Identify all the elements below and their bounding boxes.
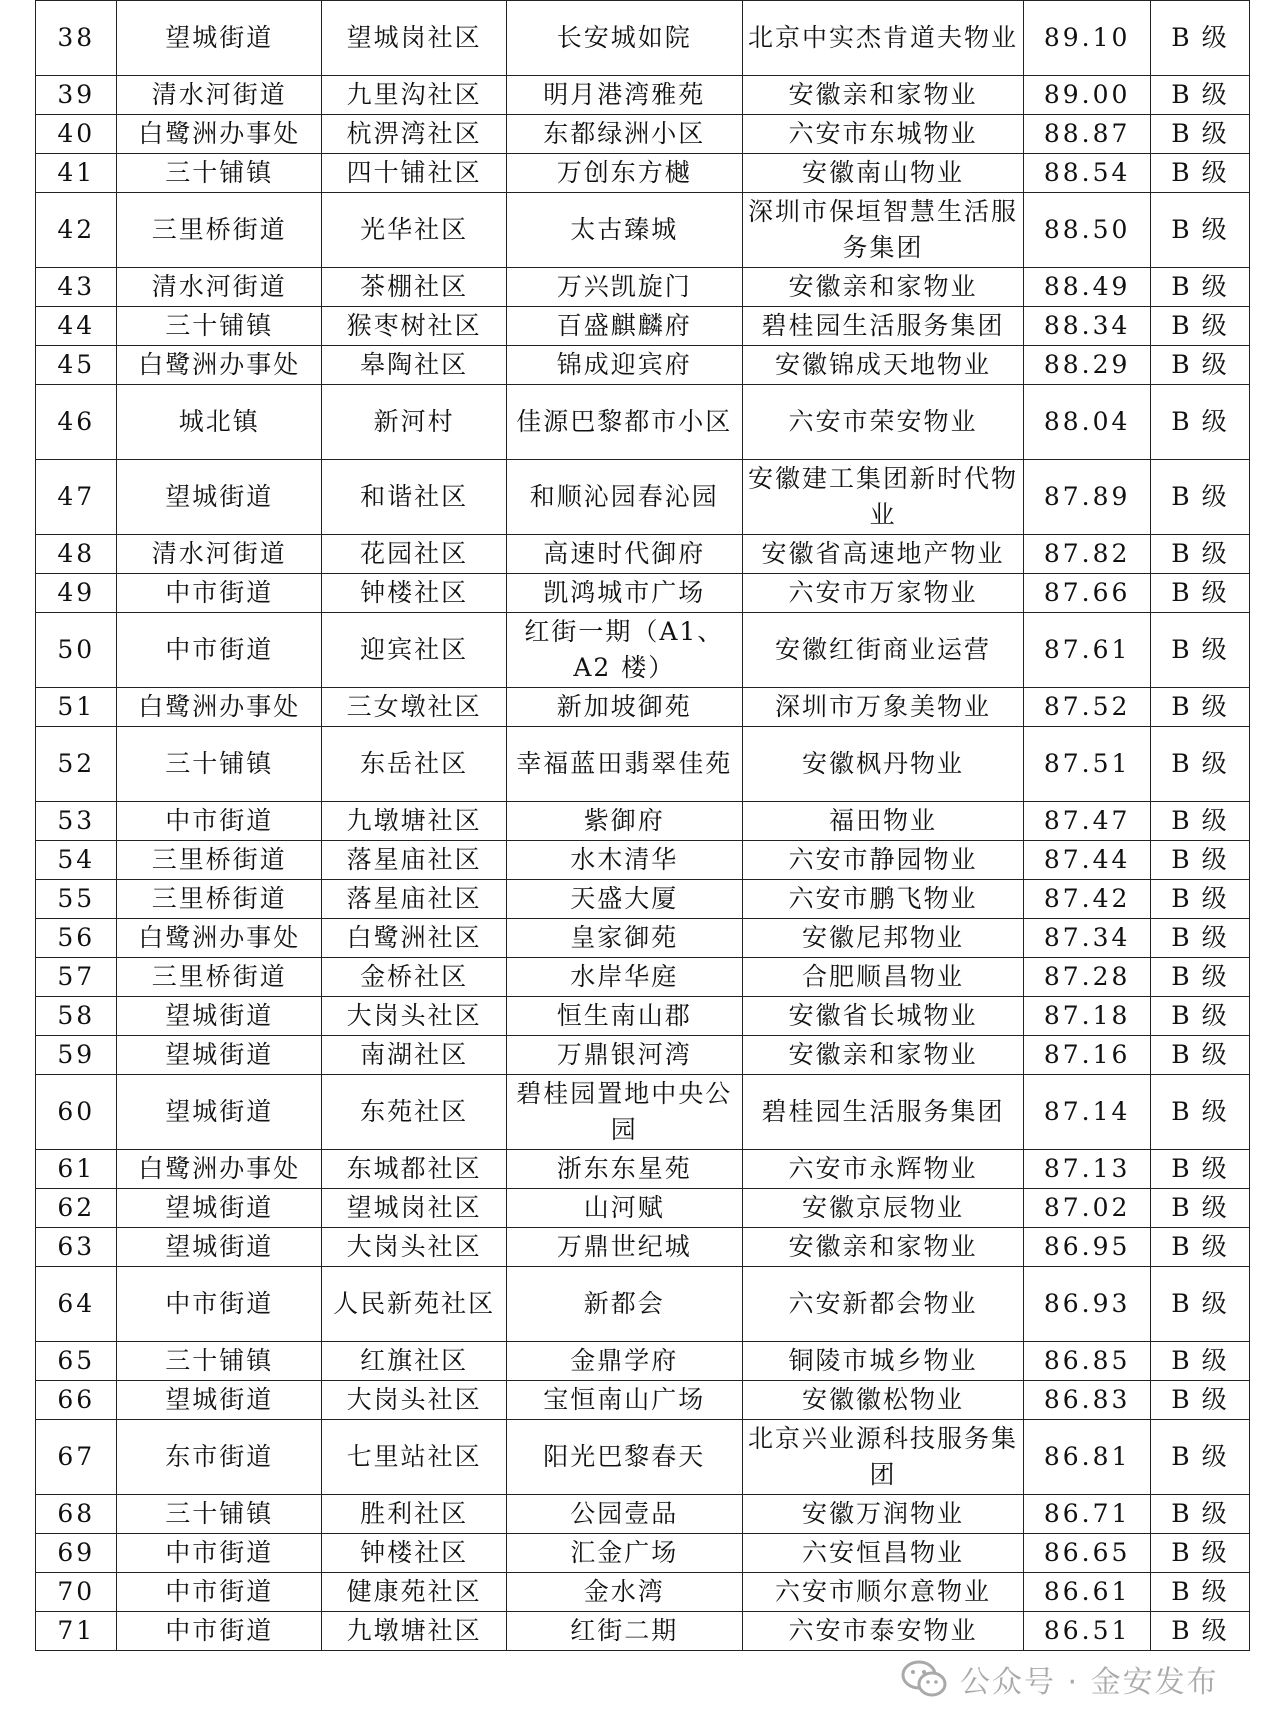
table-row: [36, 1534, 1250, 1573]
cell-level: B 级: [1150, 1420, 1249, 1495]
cell-level: B 级: [1150, 802, 1249, 841]
table-row: [36, 1267, 1250, 1342]
cell-score: 87.34: [1024, 919, 1151, 958]
cell-level: B 级: [1150, 1075, 1249, 1150]
cell-street: 中市街道: [117, 1267, 322, 1342]
cell-street: 三里桥街道: [117, 841, 322, 880]
cell-street: 中市街道: [117, 1534, 322, 1573]
cell-street: 三十铺镇: [117, 1342, 322, 1381]
cell-community: 落星庙社区: [322, 880, 507, 919]
cell-street: 三里桥街道: [117, 958, 322, 997]
cell-company: 六安市荣安物业: [742, 385, 1024, 460]
cell-street: 中市街道: [117, 1612, 322, 1651]
cell-company: 安徽徽松物业: [742, 1381, 1024, 1420]
cell-level: B 级: [1150, 958, 1249, 997]
table-row: [36, 1, 1250, 76]
cell-project: 东都绿洲小区: [507, 115, 743, 154]
cell-project: 金水湾: [507, 1573, 743, 1612]
cell-street: 望城街道: [117, 1228, 322, 1267]
watermark: [900, 1655, 1250, 1703]
cell-company: 铜陵市城乡物业: [742, 1342, 1024, 1381]
cell-level: B 级: [1150, 154, 1249, 193]
cell-score: 86.83: [1024, 1381, 1151, 1420]
cell-company: 六安市永辉物业: [742, 1150, 1024, 1189]
cell-community: 猴枣树社区: [322, 307, 507, 346]
cell-community: 人民新苑社区: [322, 1267, 507, 1342]
cell-score: 87.13: [1024, 1150, 1151, 1189]
cell-project: 和顺沁园春沁园: [507, 460, 743, 535]
cell-community: 白鹭洲社区: [322, 919, 507, 958]
cell-level: B 级: [1150, 1, 1249, 76]
cell-company: 六安新都会物业: [742, 1267, 1024, 1342]
cell-project: 明月港湾雅苑: [507, 76, 743, 115]
cell-level: B 级: [1150, 115, 1249, 154]
cell-company: 安徽红街商业运营: [742, 613, 1024, 688]
cell-level: B 级: [1150, 1495, 1249, 1534]
cell-score: 87.18: [1024, 997, 1151, 1036]
cell-no: 53: [36, 802, 117, 841]
cell-level: B 级: [1150, 727, 1249, 802]
cell-community: 新河村: [322, 385, 507, 460]
cell-company: 六安市顺尔意物业: [742, 1573, 1024, 1612]
cell-project: 幸福蓝田翡翠佳苑: [507, 727, 743, 802]
cell-street: 白鹭洲办事处: [117, 1150, 322, 1189]
cell-project: 公园壹品: [507, 1495, 743, 1534]
cell-no: 69: [36, 1534, 117, 1573]
cell-no: 68: [36, 1495, 117, 1534]
cell-community: 九里沟社区: [322, 76, 507, 115]
table-row: [36, 574, 1250, 613]
table-row: [36, 154, 1250, 193]
cell-street: 三十铺镇: [117, 1495, 322, 1534]
cell-community: 光华社区: [322, 193, 507, 268]
cell-community: 大岗头社区: [322, 1228, 507, 1267]
cell-community: 健康苑社区: [322, 1573, 507, 1612]
cell-project: 锦成迎宾府: [507, 346, 743, 385]
cell-score: 87.82: [1024, 535, 1151, 574]
cell-company: 碧桂园生活服务集团: [742, 1075, 1024, 1150]
cell-no: 65: [36, 1342, 117, 1381]
cell-project: 水岸华庭: [507, 958, 743, 997]
cell-score: 88.29: [1024, 346, 1151, 385]
cell-no: 67: [36, 1420, 117, 1495]
cell-level: B 级: [1150, 307, 1249, 346]
cell-score: 86.95: [1024, 1228, 1151, 1267]
cell-community: 九墩塘社区: [322, 1612, 507, 1651]
cell-no: 60: [36, 1075, 117, 1150]
cell-company: 安徽京辰物业: [742, 1189, 1024, 1228]
table-row: [36, 880, 1250, 919]
cell-community: 七里站社区: [322, 1420, 507, 1495]
cell-score: 88.50: [1024, 193, 1151, 268]
cell-level: B 级: [1150, 346, 1249, 385]
cell-level: B 级: [1150, 1534, 1249, 1573]
cell-company: 北京中实杰肯道夫物业: [742, 1, 1024, 76]
cell-level: B 级: [1150, 385, 1249, 460]
cell-company: 六安市鹏飞物业: [742, 880, 1024, 919]
cell-no: 54: [36, 841, 117, 880]
cell-street: 东市街道: [117, 1420, 322, 1495]
cell-street: 白鹭洲办事处: [117, 919, 322, 958]
cell-level: B 级: [1150, 613, 1249, 688]
cell-no: 70: [36, 1573, 117, 1612]
cell-community: 大岗头社区: [322, 997, 507, 1036]
cell-street: 清水河街道: [117, 76, 322, 115]
cell-company: 六安市万家物业: [742, 574, 1024, 613]
cell-street: 三里桥街道: [117, 880, 322, 919]
cell-project: 水木清华: [507, 841, 743, 880]
table-row: [36, 535, 1250, 574]
cell-level: B 级: [1150, 535, 1249, 574]
table-row: [36, 688, 1250, 727]
table-row: [36, 613, 1250, 688]
cell-score: 86.85: [1024, 1342, 1151, 1381]
cell-score: 87.44: [1024, 841, 1151, 880]
cell-street: 城北镇: [117, 385, 322, 460]
cell-community: 钟楼社区: [322, 1534, 507, 1573]
cell-level: B 级: [1150, 1381, 1249, 1420]
cell-score: 87.16: [1024, 1036, 1151, 1075]
cell-street: 白鹭洲办事处: [117, 346, 322, 385]
wechat-icon: [900, 1659, 950, 1699]
cell-company: 深圳市万象美物业: [742, 688, 1024, 727]
cell-street: 中市街道: [117, 574, 322, 613]
cell-project: 阳光巴黎春天: [507, 1420, 743, 1495]
rating-table: [35, 0, 1250, 1651]
cell-company: 碧桂园生活服务集团: [742, 307, 1024, 346]
cell-score: 86.61: [1024, 1573, 1151, 1612]
table-row: [36, 1573, 1250, 1612]
cell-project: 紫御府: [507, 802, 743, 841]
table-row: [36, 1612, 1250, 1651]
cell-no: 39: [36, 76, 117, 115]
table-row: [36, 268, 1250, 307]
cell-score: 86.93: [1024, 1267, 1151, 1342]
cell-project: 太古臻城: [507, 193, 743, 268]
cell-level: B 级: [1150, 193, 1249, 268]
cell-score: 86.71: [1024, 1495, 1151, 1534]
cell-project: 碧桂园置地中央公园: [507, 1075, 743, 1150]
cell-street: 三十铺镇: [117, 307, 322, 346]
cell-street: 中市街道: [117, 613, 322, 688]
cell-score: 87.42: [1024, 880, 1151, 919]
table-body: [36, 1, 1250, 1651]
cell-score: 87.02: [1024, 1189, 1151, 1228]
cell-no: 62: [36, 1189, 117, 1228]
cell-community: 皋陶社区: [322, 346, 507, 385]
cell-street: 望城街道: [117, 460, 322, 535]
cell-community: 钟楼社区: [322, 574, 507, 613]
cell-no: 64: [36, 1267, 117, 1342]
cell-level: B 级: [1150, 1573, 1249, 1612]
cell-project: 万创东方樾: [507, 154, 743, 193]
cell-company: 深圳市保垣智慧生活服务集团: [742, 193, 1024, 268]
cell-level: B 级: [1150, 1150, 1249, 1189]
cell-project: 百盛麒麟府: [507, 307, 743, 346]
table-row: [36, 1228, 1250, 1267]
cell-street: 三十铺镇: [117, 727, 322, 802]
cell-company: 安徽枫丹物业: [742, 727, 1024, 802]
cell-community: 大岗头社区: [322, 1381, 507, 1420]
table-row: [36, 346, 1250, 385]
cell-company: 六安恒昌物业: [742, 1534, 1024, 1573]
cell-no: 59: [36, 1036, 117, 1075]
cell-company: 安徽建工集团新时代物业: [742, 460, 1024, 535]
table-row: [36, 1150, 1250, 1189]
cell-project: 佳源巴黎都市小区: [507, 385, 743, 460]
cell-level: B 级: [1150, 1342, 1249, 1381]
cell-level: B 级: [1150, 1267, 1249, 1342]
cell-no: 44: [36, 307, 117, 346]
cell-community: 三女墩社区: [322, 688, 507, 727]
cell-community: 南湖社区: [322, 1036, 507, 1075]
cell-company: 安徽南山物业: [742, 154, 1024, 193]
cell-project: 万兴凯旋门: [507, 268, 743, 307]
cell-score: 87.28: [1024, 958, 1151, 997]
cell-no: 56: [36, 919, 117, 958]
table-row: [36, 1381, 1250, 1420]
cell-level: B 级: [1150, 460, 1249, 535]
cell-level: B 级: [1150, 880, 1249, 919]
table-row: [36, 1420, 1250, 1495]
table-row: [36, 115, 1250, 154]
table-row: [36, 958, 1250, 997]
cell-street: 望城街道: [117, 1036, 322, 1075]
cell-street: 白鹭洲办事处: [117, 688, 322, 727]
cell-score: 87.89: [1024, 460, 1151, 535]
cell-company: 安徽亲和家物业: [742, 1228, 1024, 1267]
cell-community: 胜利社区: [322, 1495, 507, 1534]
cell-score: 88.87: [1024, 115, 1151, 154]
table-row: [36, 1036, 1250, 1075]
cell-project: 凯鸿城市广场: [507, 574, 743, 613]
cell-score: 89.10: [1024, 1, 1151, 76]
cell-project: 红街二期: [507, 1612, 743, 1651]
cell-no: 46: [36, 385, 117, 460]
cell-score: 89.00: [1024, 76, 1151, 115]
cell-project: 恒生南山郡: [507, 997, 743, 1036]
cell-project: 宝恒南山广场: [507, 1381, 743, 1420]
cell-project: 皇家御苑: [507, 919, 743, 958]
table-row: [36, 193, 1250, 268]
cell-score: 86.51: [1024, 1612, 1151, 1651]
table-row: [36, 307, 1250, 346]
table-row: [36, 76, 1250, 115]
cell-no: 43: [36, 268, 117, 307]
cell-company: 安徽亲和家物业: [742, 1036, 1024, 1075]
cell-score: 86.81: [1024, 1420, 1151, 1495]
cell-project: 红街一期（A1、A2 楼）: [507, 613, 743, 688]
cell-project: 山河赋: [507, 1189, 743, 1228]
cell-street: 清水河街道: [117, 535, 322, 574]
cell-company: 安徽省高速地产物业: [742, 535, 1024, 574]
cell-community: 望城岗社区: [322, 1189, 507, 1228]
table-row: [36, 1189, 1250, 1228]
cell-no: 66: [36, 1381, 117, 1420]
cell-no: 48: [36, 535, 117, 574]
table-row: [36, 1075, 1250, 1150]
cell-project: 汇金广场: [507, 1534, 743, 1573]
cell-level: B 级: [1150, 1189, 1249, 1228]
cell-community: 茶棚社区: [322, 268, 507, 307]
cell-level: B 级: [1150, 997, 1249, 1036]
cell-level: B 级: [1150, 268, 1249, 307]
cell-street: 望城街道: [117, 1075, 322, 1150]
cell-community: 九墩塘社区: [322, 802, 507, 841]
cell-company: 安徽锦成天地物业: [742, 346, 1024, 385]
cell-no: 58: [36, 997, 117, 1036]
cell-street: 三里桥街道: [117, 193, 322, 268]
cell-level: B 级: [1150, 76, 1249, 115]
cell-street: 望城街道: [117, 1189, 322, 1228]
cell-no: 47: [36, 460, 117, 535]
cell-community: 花园社区: [322, 535, 507, 574]
cell-level: B 级: [1150, 841, 1249, 880]
cell-score: 88.49: [1024, 268, 1151, 307]
cell-project: 高速时代御府: [507, 535, 743, 574]
cell-street: 清水河街道: [117, 268, 322, 307]
cell-no: 61: [36, 1150, 117, 1189]
cell-no: 40: [36, 115, 117, 154]
cell-project: 万鼎世纪城: [507, 1228, 743, 1267]
cell-level: B 级: [1150, 1612, 1249, 1651]
cell-no: 55: [36, 880, 117, 919]
cell-community: 四十铺社区: [322, 154, 507, 193]
table-row: [36, 460, 1250, 535]
cell-project: 新加坡御苑: [507, 688, 743, 727]
watermark-text: 公众号 · 金安发布: [960, 1665, 1219, 1700]
cell-community: 和谐社区: [322, 460, 507, 535]
cell-no: 41: [36, 154, 117, 193]
cell-no: 50: [36, 613, 117, 688]
cell-score: 88.04: [1024, 385, 1151, 460]
cell-street: 望城街道: [117, 997, 322, 1036]
cell-street: 白鹭洲办事处: [117, 115, 322, 154]
cell-score: 87.52: [1024, 688, 1151, 727]
cell-level: B 级: [1150, 688, 1249, 727]
cell-no: 45: [36, 346, 117, 385]
cell-street: 中市街道: [117, 802, 322, 841]
cell-no: 52: [36, 727, 117, 802]
cell-level: B 级: [1150, 574, 1249, 613]
cell-no: 57: [36, 958, 117, 997]
cell-community: 望城岗社区: [322, 1, 507, 76]
cell-score: 88.34: [1024, 307, 1151, 346]
cell-community: 东苑社区: [322, 1075, 507, 1150]
cell-no: 38: [36, 1, 117, 76]
cell-project: 金鼎学府: [507, 1342, 743, 1381]
cell-company: 安徽亲和家物业: [742, 76, 1024, 115]
table-row: [36, 841, 1250, 880]
cell-company: 安徽省长城物业: [742, 997, 1024, 1036]
cell-community: 红旗社区: [322, 1342, 507, 1381]
cell-company: 安徽万润物业: [742, 1495, 1024, 1534]
cell-no: 51: [36, 688, 117, 727]
cell-score: 87.14: [1024, 1075, 1151, 1150]
table-row: [36, 1495, 1250, 1534]
cell-level: B 级: [1150, 919, 1249, 958]
cell-project: 新都会: [507, 1267, 743, 1342]
cell-level: B 级: [1150, 1036, 1249, 1075]
cell-no: 63: [36, 1228, 117, 1267]
cell-street: 望城街道: [117, 1381, 322, 1420]
cell-project: 天盛大厦: [507, 880, 743, 919]
table-row: [36, 802, 1250, 841]
cell-score: 87.66: [1024, 574, 1151, 613]
cell-company: 六安市静园物业: [742, 841, 1024, 880]
table-row: [36, 1342, 1250, 1381]
cell-community: 杭淠湾社区: [322, 115, 507, 154]
table-row: [36, 727, 1250, 802]
cell-community: 金桥社区: [322, 958, 507, 997]
cell-company: 六安市东城物业: [742, 115, 1024, 154]
cell-company: 福田物业: [742, 802, 1024, 841]
cell-project: 浙东东星苑: [507, 1150, 743, 1189]
cell-street: 三十铺镇: [117, 154, 322, 193]
cell-score: 87.51: [1024, 727, 1151, 802]
cell-community: 迎宾社区: [322, 613, 507, 688]
cell-company: 北京兴业源科技服务集团: [742, 1420, 1024, 1495]
cell-no: 42: [36, 193, 117, 268]
cell-score: 86.65: [1024, 1534, 1151, 1573]
cell-community: 东城都社区: [322, 1150, 507, 1189]
cell-street: 中市街道: [117, 1573, 322, 1612]
cell-no: 49: [36, 574, 117, 613]
cell-score: 88.54: [1024, 154, 1151, 193]
cell-community: 东岳社区: [322, 727, 507, 802]
cell-company: 合肥顺昌物业: [742, 958, 1024, 997]
cell-score: 87.47: [1024, 802, 1151, 841]
cell-score: 87.61: [1024, 613, 1151, 688]
cell-company: 安徽亲和家物业: [742, 268, 1024, 307]
cell-street: 望城街道: [117, 1, 322, 76]
cell-project: 长安城如院: [507, 1, 743, 76]
table-row: [36, 385, 1250, 460]
cell-no: 71: [36, 1612, 117, 1651]
table-row: [36, 997, 1250, 1036]
cell-project: 万鼎银河湾: [507, 1036, 743, 1075]
cell-company: 安徽尼邦物业: [742, 919, 1024, 958]
table-row: [36, 919, 1250, 958]
cell-community: 落星庙社区: [322, 841, 507, 880]
cell-level: B 级: [1150, 1228, 1249, 1267]
cell-company: 六安市泰安物业: [742, 1612, 1024, 1651]
